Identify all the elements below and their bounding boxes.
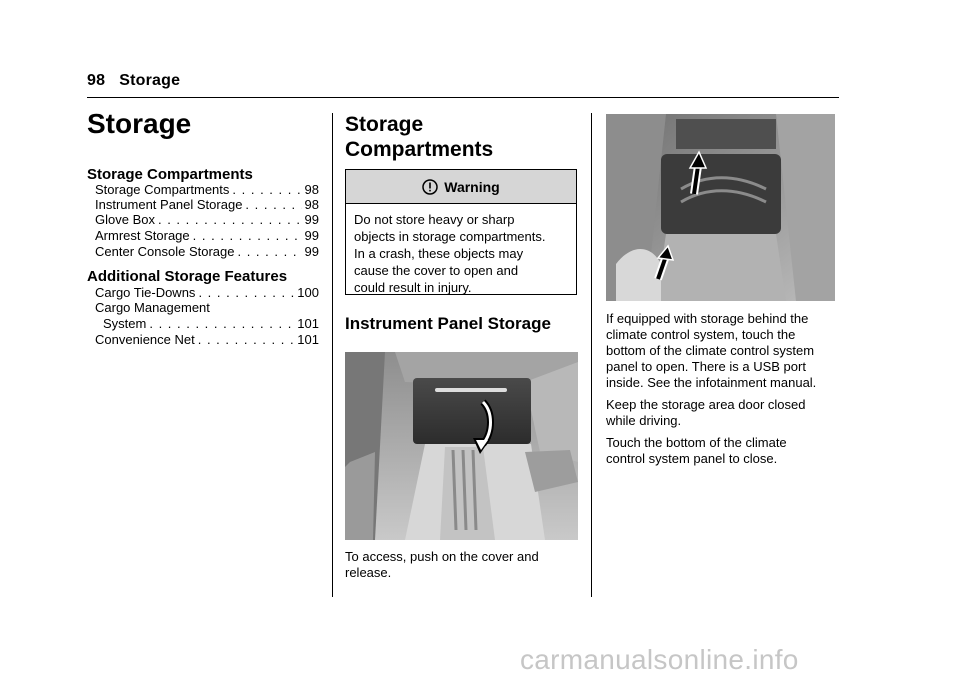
- toc-entry-storage-compartments[interactable]: Storage Compartments . . . 98: [95, 182, 319, 197]
- watermark: carmanualsonline.info: [520, 644, 799, 675]
- subsection-title: Instrument Panel Storage: [345, 314, 551, 333]
- paragraph-keep-closed: Keep the storage area door closed while driving.: [606, 397, 806, 428]
- caption-text: To access, push on the cover and release.: [345, 549, 539, 580]
- warning-icon: [422, 179, 438, 195]
- warning-text: Do not store heavy or sharp objects in storage compartments. In a crash, these objects may cause the cover to open and could result in injury.: [354, 212, 546, 295]
- toc-entry-instrument-panel-storage[interactable]: Instrument Panel Storage . . . 98: [95, 197, 319, 212]
- toc-entry-convenience-net[interactable]: Convenience Net . . . 101: [95, 332, 319, 347]
- toc-entry-armrest-storage[interactable]: Armrest Storage . . . 99: [95, 228, 319, 243]
- toc-heading-additional-storage: Additional Storage Features: [87, 268, 288, 285]
- header-title: Storage: [119, 72, 181, 89]
- page-number: 98: [87, 72, 106, 89]
- paragraph-touch-close: Touch the bottom of the climate control system panel to close.: [606, 435, 787, 466]
- instrument-panel-storage-photo: [345, 352, 578, 540]
- header-rule: [87, 97, 839, 98]
- section-title: Storage Compartments: [345, 113, 494, 161]
- toc-entry-cargo-tie-downs[interactable]: Cargo Tie-Downs . . . 100: [95, 285, 319, 300]
- toc-entry-cargo-management[interactable]: System . . . 101: [103, 316, 319, 331]
- paragraph-climate-storage: If equipped with storage behind the climate control system, touch the bottom of the climate control system panel to open. There is a USB port inside. See the infotainment manual.: [606, 311, 817, 390]
- page-header: [87, 72, 180, 90]
- toc-title: Storage: [87, 108, 192, 139]
- climate-control-storage-photo: [606, 114, 835, 301]
- toc-heading-storage-compartments: Storage Compartments: [87, 166, 253, 183]
- toc-entry-cargo-management-line1[interactable]: Cargo Management: [95, 300, 210, 315]
- toc-entry-center-console-storage[interactable]: Center Console Storage . . . 99: [95, 244, 319, 259]
- toc-entry-glove-box[interactable]: Glove Box . . . 99: [95, 212, 319, 227]
- warning-box: [345, 169, 577, 295]
- column-divider-left: [332, 113, 333, 597]
- warning-header: [346, 170, 576, 204]
- column-divider-right: [591, 113, 592, 597]
- warning-label: Warning: [444, 178, 500, 195]
